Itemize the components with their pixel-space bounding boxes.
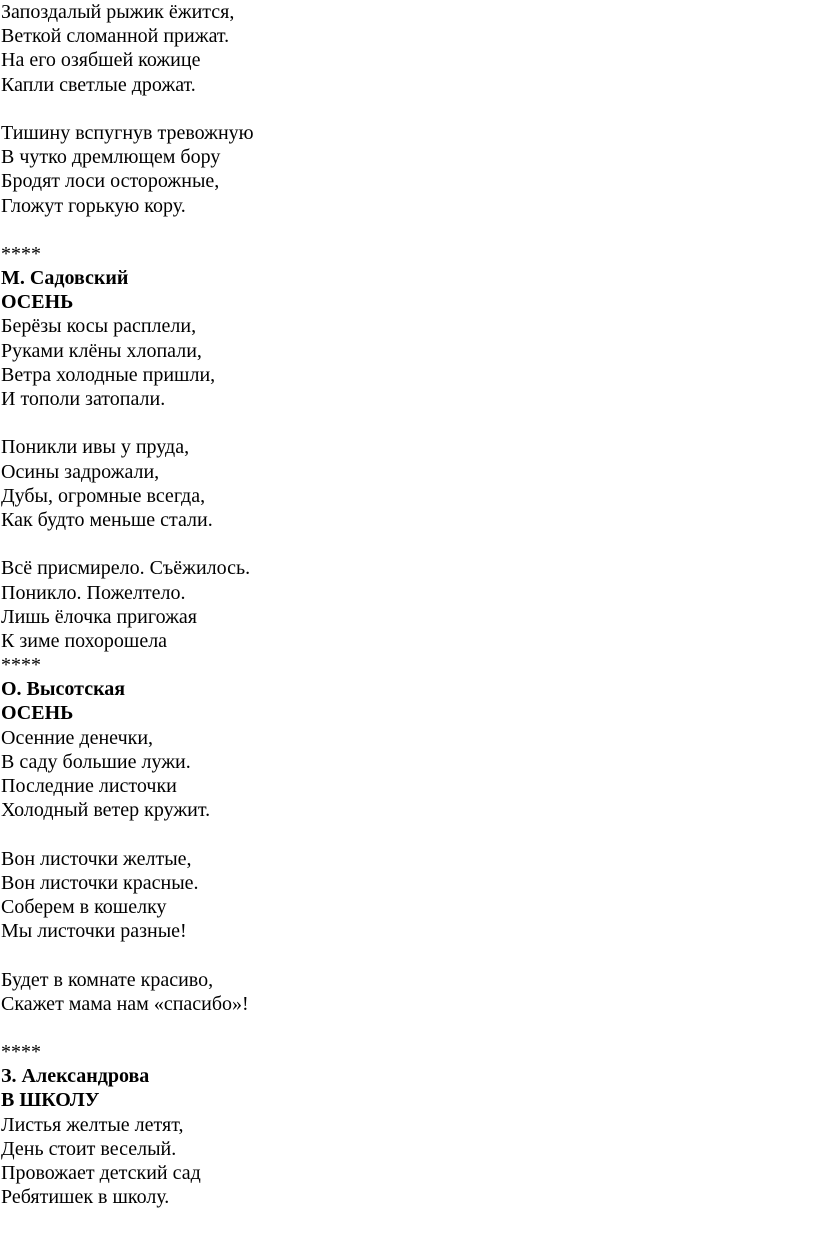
stanza [1, 435, 816, 532]
poem-line: Гложут горькую кору. [1, 194, 186, 217]
stanza [1, 726, 816, 823]
poem-line: В саду большие лужи. [1, 750, 191, 773]
poem-author: З. Александрова [1, 1065, 150, 1088]
section-gap [1, 218, 816, 242]
poem-line: Бродят лоси осторожные, [1, 170, 220, 193]
separator: **** [1, 242, 41, 265]
stanza-gap [1, 97, 816, 121]
stanza-gap [1, 411, 816, 435]
poem-author: О. Высотская [1, 678, 126, 701]
poem-line: Ребятишек в школу. [1, 1186, 170, 1209]
poem-line: К зиме похорошела [1, 629, 168, 652]
stanza [1, 968, 816, 1016]
poem-line: В чутко дремлющем бору [1, 146, 221, 169]
poem-alexandrova [1, 1064, 816, 1209]
poem-line: Скажет мама нам «спасибо»! [1, 992, 249, 1015]
poem-line: Капли светлые дрожат. [1, 73, 196, 96]
stanza [1, 314, 816, 411]
poem-line: Осины задрожали, [1, 460, 160, 483]
poem-line: Вон листочки красные. [1, 871, 199, 894]
stanza [1, 556, 816, 653]
poem-line: Тишину вспугнув тревожную [1, 121, 254, 144]
poem-line: Дубы, огромные всегда, [1, 484, 206, 507]
intro-poem [1, 0, 816, 218]
poem-line: Лишь ёлочка пригожая [1, 605, 197, 628]
poem-line: На его озябшей кожице [1, 49, 201, 72]
section-gap [1, 1016, 816, 1040]
poem-sadovsky [1, 266, 816, 653]
poem-line: Последние листочки [1, 775, 177, 797]
poem-line: Берёзы косы расплели, [1, 315, 197, 338]
poem-line: Листья желтые летят, [1, 1113, 184, 1136]
poem-vysotskaya [1, 677, 816, 1016]
poem-line: Ветра холодные пришли, [1, 363, 216, 386]
poem-line: Мы листочки разные! [1, 920, 187, 943]
stanza [1, 847, 816, 944]
poem-line: Провожает детский сад [1, 1162, 201, 1184]
stanza-gap [1, 532, 816, 556]
poem-author: М. Садовский [1, 267, 129, 290]
poem-line: Всё присмирело. Съёжилось. [1, 557, 251, 580]
stanza-gap [1, 822, 816, 846]
poem-line: Соберем в кошелку [1, 895, 167, 918]
stanza-gap [1, 943, 816, 967]
poem-title: В ШКОЛУ [1, 1089, 100, 1112]
stanza [1, 0, 816, 97]
poem-line: Поникли ивы у пруда, [1, 436, 190, 459]
poem-line: И тополи затопали. [1, 388, 166, 410]
poem-title: ОСЕНЬ [1, 702, 74, 725]
poem-line: Руками клёны хлопали, [1, 339, 202, 362]
poem-line: Осенние денечки, [1, 726, 154, 749]
poem-line: Будет в комнате красиво, [1, 968, 214, 991]
stanza [1, 1113, 816, 1210]
poem-line: Запоздалый рыжик ёжится, [1, 1, 235, 23]
poem-line: День стоит веселый. [1, 1137, 177, 1160]
separator: **** [1, 1041, 41, 1064]
poem-line: Как будто меньше стали. [1, 508, 213, 531]
poem-line: Поникло. Пожелтело. [1, 581, 186, 604]
stanza [1, 121, 816, 218]
poem-line: Веткой сломанной прижат. [1, 25, 230, 48]
separator: **** [1, 654, 41, 677]
poem-title: ОСЕНЬ [1, 291, 74, 314]
poem-line: Вон листочки желтые, [1, 847, 192, 870]
poem-line: Холодный ветер кружит. [1, 799, 211, 822]
